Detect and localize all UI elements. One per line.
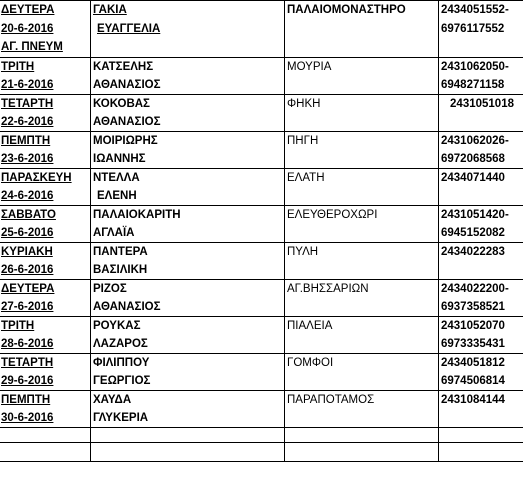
empty-cell xyxy=(91,427,285,442)
empty-cell xyxy=(0,427,91,442)
phone-landline: 2434022283 xyxy=(441,245,505,258)
table-row xyxy=(0,242,523,279)
phone-cell xyxy=(439,131,523,168)
firstname-label: ΕΥΑΓΓΕΛΙΑ xyxy=(97,22,161,35)
phone-cell xyxy=(439,168,523,205)
firstname-label: ΑΘΑΝΑΣΙΟΣ xyxy=(93,115,161,128)
surname-label: ΡΙΖΟΣ xyxy=(93,282,127,295)
pharmacist-cell xyxy=(91,94,285,131)
table-row xyxy=(0,57,523,94)
surname-label: ΜΟΙΡΙΩΡΗΣ xyxy=(93,134,158,147)
place-cell: ΦΗΚΗ xyxy=(285,94,439,131)
place-cell: ΓΟΜΦΟΙ xyxy=(285,353,439,390)
day-label: ΤΕΤΑΡΤΗ xyxy=(1,97,54,110)
pharmacist-cell xyxy=(91,242,285,279)
pharmacist-cell xyxy=(91,57,285,94)
firstname-label: ΑΘΑΝΑΣΙΟΣ xyxy=(93,300,161,313)
firstname-label: ΑΘΑΝΑΣΙΟΣ xyxy=(93,78,161,91)
phone-mobile: 6974506814 xyxy=(441,374,505,387)
date-label: 30-6-2016 xyxy=(1,411,54,424)
date-cell xyxy=(0,279,91,316)
pharmacist-cell xyxy=(91,1,285,58)
date-label: 23-6-2016 xyxy=(1,152,54,165)
pharmacist-cell xyxy=(91,168,285,205)
date-cell xyxy=(0,168,91,205)
table-row xyxy=(0,131,523,168)
phone-mobile: 6976117552 xyxy=(441,22,505,35)
empty-cell xyxy=(439,442,523,461)
firstname-label: ΑΓΛΑΪΑ xyxy=(93,226,135,239)
empty-row xyxy=(0,427,523,442)
phone-cell xyxy=(439,1,523,58)
phone-cell xyxy=(439,279,523,316)
phone-landline: 2434051812 xyxy=(441,356,505,369)
surname-label: ΓΑΚΙΑ xyxy=(93,4,127,16)
phone-landline: 2431062050- xyxy=(441,60,509,73)
place-cell: ΕΛΑΤΗ xyxy=(285,168,439,205)
firstname-label: ΙΩΑΝΝΗΣ xyxy=(93,152,146,165)
pharmacist-cell xyxy=(91,131,285,168)
date-cell xyxy=(0,94,91,131)
phone-mobile: 6973335431 xyxy=(441,337,505,350)
date-cell xyxy=(0,390,91,427)
phone-cell xyxy=(439,57,523,94)
empty-cell xyxy=(0,442,91,461)
table-row xyxy=(0,1,523,58)
day-label: ΠΕΜΠΤΗ xyxy=(1,134,51,147)
place-cell: ΠΥΛΗ xyxy=(285,242,439,279)
phone-landline: 2434022200- xyxy=(441,282,509,295)
surname-label: ΠΑΛΑΙΟΚΑΡΙΤΗ xyxy=(93,208,181,221)
phone-cell xyxy=(439,94,523,131)
duty-table-body xyxy=(0,1,523,462)
table-row xyxy=(0,279,523,316)
date-label: 29-6-2016 xyxy=(1,374,54,387)
day-label: ΠΑΡΑΣΚΕΥΗ xyxy=(1,171,72,184)
date-label: 28-6-2016 xyxy=(1,337,54,350)
place-cell: ΜΟΥΡΙΑ xyxy=(285,57,439,94)
holiday-label: ΑΓ. ΠΝΕΥΜ xyxy=(1,41,63,53)
phone-mobile: 6972068568 xyxy=(441,152,505,165)
empty-cell xyxy=(285,442,439,461)
place-cell: ΠΙΑΛΕΙΑ xyxy=(285,316,439,353)
place-cell: ΠΑΛΑΙΟΜΟΝΑΣΤΗΡΟ xyxy=(285,1,439,58)
table-row xyxy=(0,316,523,353)
surname-label: ΚΟΚΟΒΑΣ xyxy=(93,97,150,110)
table-row xyxy=(0,390,523,427)
date-label: 20-6-2016 xyxy=(1,22,54,35)
day-label: ΚΥΡΙΑΚΗ xyxy=(1,245,53,258)
firstname-label: ΒΑΣΙΛΙΚΗ xyxy=(93,263,148,276)
firstname-label: ΓΛΥΚΕΡΙΑ xyxy=(93,411,149,424)
firstname-label: ΕΛΕΝΗ xyxy=(97,189,137,202)
date-label: 21-6-2016 xyxy=(1,78,54,91)
surname-label: ΠΑΝΤΕΡΑ xyxy=(93,245,148,258)
place-cell: ΑΓ.ΒΗΣΣΑΡΙΩΝ xyxy=(285,279,439,316)
date-cell xyxy=(0,1,91,58)
pharmacist-cell xyxy=(91,353,285,390)
surname-label: ΡΟΥΚΑΣ xyxy=(93,319,141,332)
place-cell: ΠΑΡΑΠΟΤΑΜΟΣ xyxy=(285,390,439,427)
empty-cell xyxy=(439,427,523,442)
place-cell: ΠΗΓΗ xyxy=(285,131,439,168)
firstname-label: ΛΑΖΑΡΟΣ xyxy=(93,337,148,350)
firstname-label: ΓΕΩΡΓΙΟΣ xyxy=(93,374,151,387)
date-cell xyxy=(0,57,91,94)
pharmacist-cell xyxy=(91,390,285,427)
phone-landline: 2431051420- xyxy=(441,208,509,221)
date-cell xyxy=(0,131,91,168)
phone-mobile: 6948271158 xyxy=(441,78,505,91)
date-label: 26-6-2016 xyxy=(1,263,54,276)
phone-landline: 2431062026- xyxy=(441,134,509,147)
phone-landline: 2431051018 xyxy=(450,97,514,110)
phone-cell xyxy=(439,205,523,242)
day-label: ΔΕΥΤΕΡΑ xyxy=(1,4,55,16)
date-label: 24-6-2016 xyxy=(1,189,54,202)
phone-cell xyxy=(439,316,523,353)
phone-mobile: 6945152082 xyxy=(441,226,505,239)
phone-cell xyxy=(439,390,523,427)
surname-label: ΚΑΤΣΕΛΗΣ xyxy=(93,60,154,73)
table-row xyxy=(0,168,523,205)
surname-label: ΝΤΕΛΛΑ xyxy=(93,171,140,184)
empty-cell xyxy=(91,442,285,461)
pharmacist-cell xyxy=(91,205,285,242)
day-label: ΤΡΙΤΗ xyxy=(1,319,35,332)
date-label: 22-6-2016 xyxy=(1,115,54,128)
date-cell xyxy=(0,242,91,279)
empty-row xyxy=(0,442,523,461)
table-row xyxy=(0,353,523,390)
place-cell: ΕΛΕΥΘΕΡΟΧΩΡΙ xyxy=(285,205,439,242)
phone-mobile: 6937358521 xyxy=(441,300,505,313)
date-label: 25-6-2016 xyxy=(1,226,54,239)
day-label: ΣΑΒΒΑΤΟ xyxy=(1,208,56,221)
phone-cell xyxy=(439,242,523,279)
pharmacist-cell xyxy=(91,279,285,316)
date-label: 27-6-2016 xyxy=(1,300,54,313)
phone-landline: 2431052070 xyxy=(441,319,505,332)
phone-landline: 2434071440 xyxy=(441,171,505,184)
empty-cell xyxy=(285,427,439,442)
surname-label: ΦΙΛΙΠΠΟΥ xyxy=(93,356,150,369)
day-label: ΤΕΤΑΡΤΗ xyxy=(1,356,54,369)
phone-cell xyxy=(439,353,523,390)
day-label: ΤΡΙΤΗ xyxy=(1,60,35,73)
table-row xyxy=(0,205,523,242)
surname-label: ΧΑΥΔΑ xyxy=(93,393,132,406)
day-label: ΠΕΜΠΤΗ xyxy=(1,393,51,406)
day-label: ΔΕΥΤΕΡΑ xyxy=(1,282,55,295)
date-cell xyxy=(0,316,91,353)
date-cell xyxy=(0,205,91,242)
pharmacist-cell xyxy=(91,316,285,353)
phone-landline: 2434051552- xyxy=(441,4,509,16)
phone-landline: 2431084144 xyxy=(441,393,505,406)
table-row xyxy=(0,94,523,131)
date-cell xyxy=(0,353,91,390)
